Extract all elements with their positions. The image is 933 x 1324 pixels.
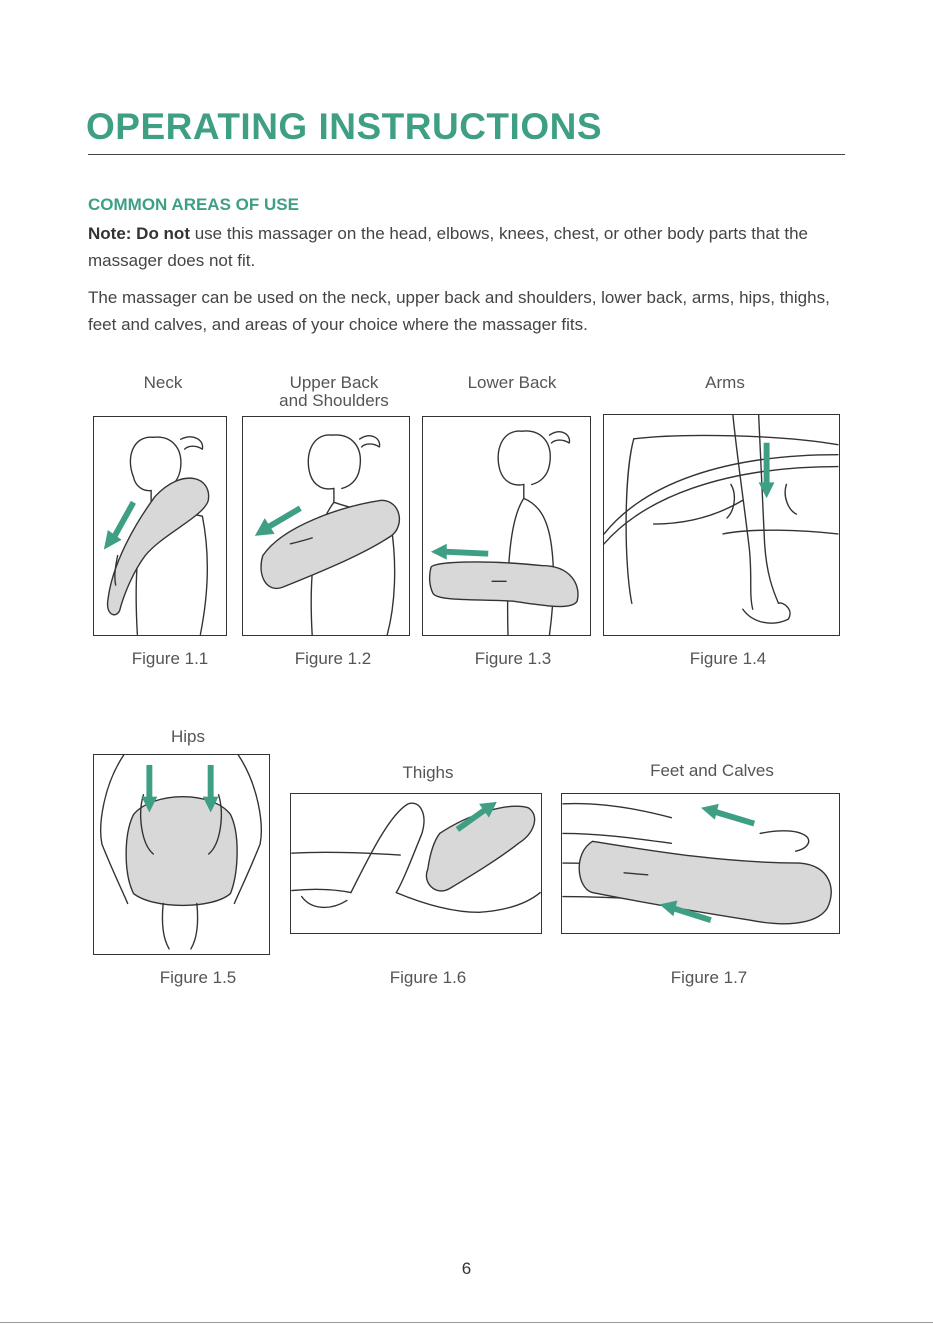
note-lead: Note: Do not xyxy=(88,224,190,243)
area-label-neck: Neck xyxy=(143,373,183,392)
section-heading: COMMON AREAS OF USE xyxy=(88,195,299,214)
caption-figure-1-3: Figure 1.3 xyxy=(474,649,552,668)
feet-and-calves-drawing xyxy=(562,794,839,933)
caption-figure-1-2: Figure 1.2 xyxy=(294,649,372,668)
caption-figure-1-1: Figure 1.1 xyxy=(131,649,209,668)
area-label-upper-back-line1: Upper Back xyxy=(289,373,379,392)
lower-back-drawing xyxy=(423,417,590,635)
page-title: OPERATING INSTRUCTIONS xyxy=(86,106,602,147)
thighs-drawing xyxy=(291,794,541,933)
area-label-thighs: Thighs xyxy=(402,763,454,782)
figure-neck-illustration xyxy=(93,416,227,636)
area-label-upper-back xyxy=(268,374,400,410)
hips-drawing xyxy=(94,755,269,954)
figure-arms-illustration xyxy=(603,414,840,636)
neck-drawing xyxy=(94,417,226,635)
bottom-divider xyxy=(0,1322,933,1323)
area-label-lower-back: Lower Back xyxy=(467,373,557,392)
caption-figure-1-6: Figure 1.6 xyxy=(389,968,467,987)
arms-drawing xyxy=(604,415,839,635)
figure-lower-back-illustration xyxy=(422,416,591,636)
figure-thighs-illustration xyxy=(290,793,542,934)
figure-feet-and-calves-illustration xyxy=(561,793,840,934)
area-label-hips: Hips xyxy=(170,727,205,746)
caption-figure-1-4: Figure 1.4 xyxy=(689,649,767,668)
area-label-arms: Arms xyxy=(705,373,745,392)
note-paragraph xyxy=(88,220,848,274)
upper-back-drawing xyxy=(243,417,409,635)
usage-paragraph: The massager can be used on the neck, upper back and shoulders, lower back, arms, hips, thighs, feet and calves, and areas of your choice where the massager fits. xyxy=(88,288,830,334)
page-number: 6 xyxy=(461,1259,472,1278)
area-label-feet-and-calves: Feet and Calves xyxy=(650,761,774,780)
title-divider xyxy=(88,154,845,155)
area-label-upper-back-line2: and Shoulders xyxy=(279,391,389,410)
figure-upper-back-illustration xyxy=(242,416,410,636)
caption-figure-1-7: Figure 1.7 xyxy=(670,968,748,987)
figure-hips-illustration xyxy=(93,754,270,955)
caption-figure-1-5: Figure 1.5 xyxy=(159,968,237,987)
note-text: use this massager on the head, elbows, knees, chest, or other body parts that the massager does not fit. xyxy=(88,224,809,270)
